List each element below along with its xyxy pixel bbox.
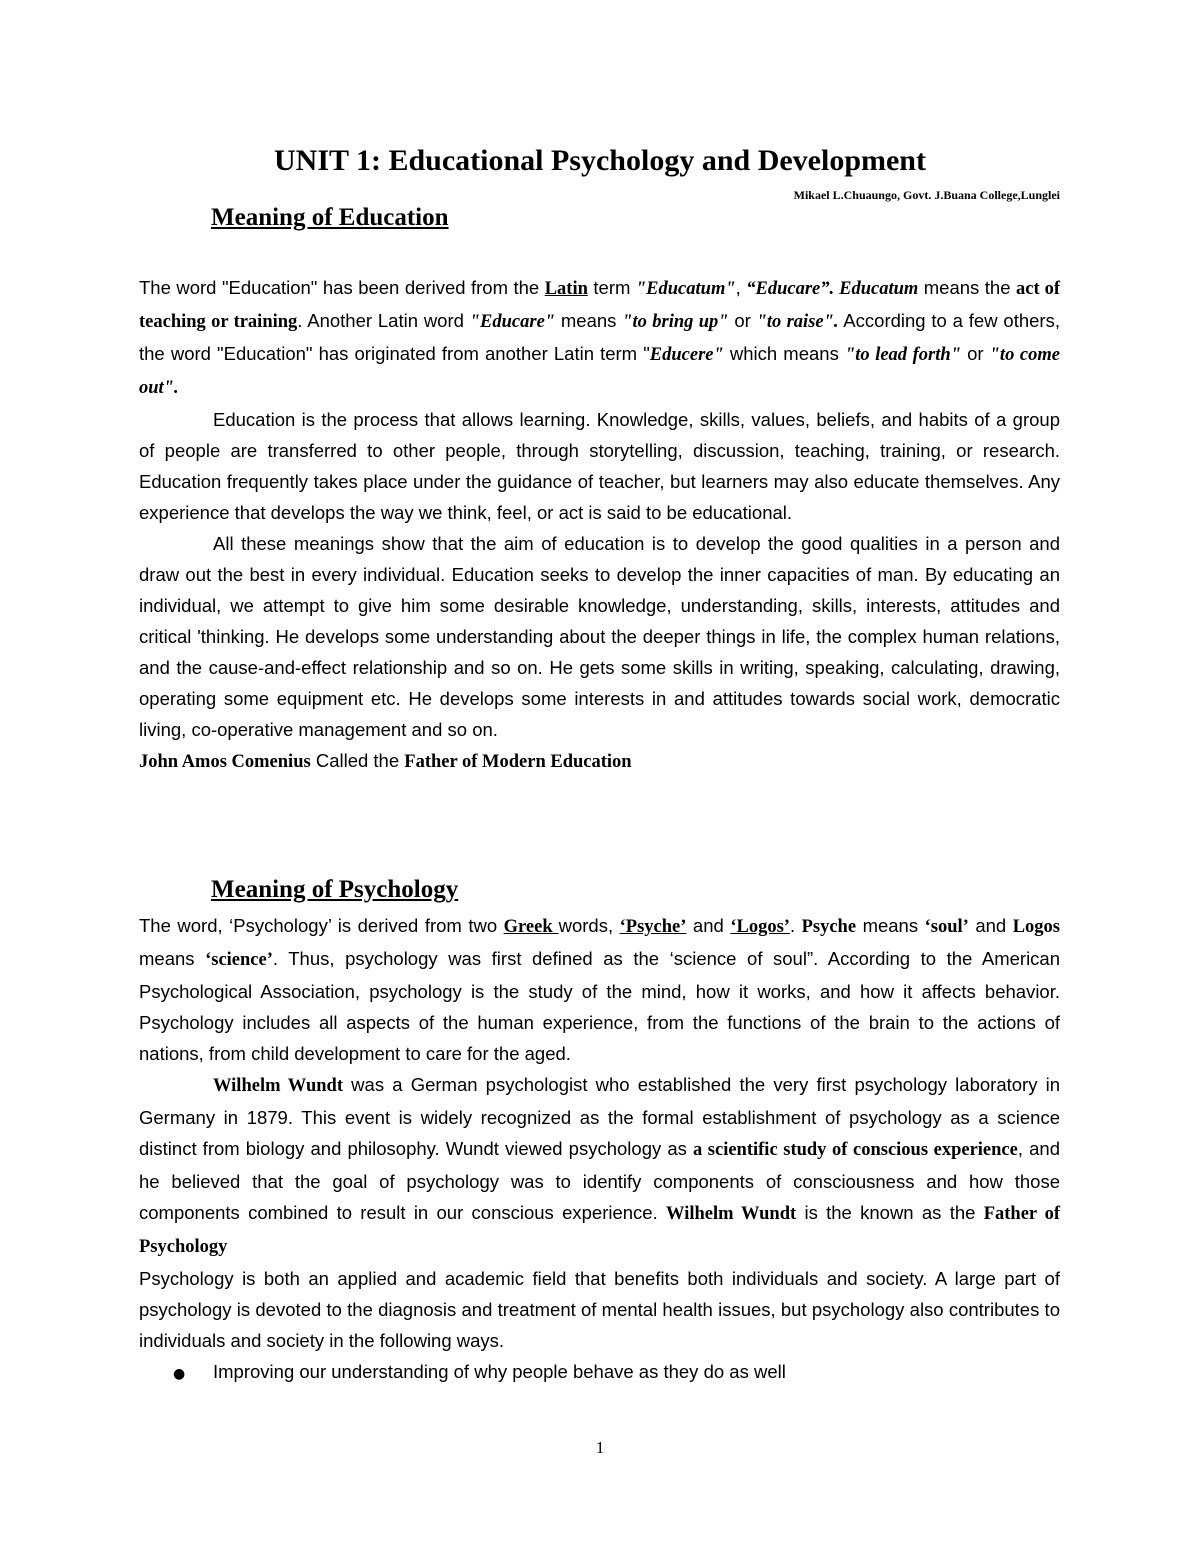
education-paragraph-1: The word "Education" has been derived from the Latin term "Educatum", “Educare”. Educatum means the act of teaching or training. Another Latin word "Educare" means "to bring up" or "to raise". According to a few others, the word "Education" has originated from another Latin term "Educere" which means "to lead forth" or "to come out". bbox=[139, 277, 1061, 398]
education-paragraph-3: All these meanings show that the aim of education is to develop the good qualities in a person and draw out the best in every individual. Education seeks to develop the inner capacities of man. By educating an individual, we attempt to give him some desirable knowledge, understanding, skills, interests, attitudes and critical 'thinking. He develops some understanding about the deeper things in life, the complex human relations, and the cause-and-effect relationship and so on. He gets some skills in writing, speaking, calculating, drawing, operating some equipment etc. He develops some interests in and attitudes towards social work, democratic living, co-operative management and so on. bbox=[139, 533, 1060, 740]
psychology-section-body bbox=[139, 910, 1060, 1390]
bullet-icon: ● bbox=[173, 1366, 186, 1382]
page-number: 1 bbox=[595, 1438, 605, 1457]
education-paragraph-4: John Amos Comenius Called the Father of Modern Education bbox=[139, 750, 632, 772]
author-line: Mikael L.Chuaungo, Govt. J.Buana College,Lunglei bbox=[793, 188, 1060, 202]
psychology-paragraph-2: Wilhelm Wundt was a German psychologist who established the very first psychology laboratory in Germany in 1879. This event is widely recognized as the formal establishment of psychology as a science distinct from biology and philosophy. Wundt viewed psychology as a scientific study of conscious experience, and he believed that the goal of psychology was to identify components of consciousness and how those components combined to result in our conscious experience. Wilhelm Wundt is the known as the Father of Psychology bbox=[139, 1074, 1061, 1257]
page-title: UNIT 1: Educational Psychology and Development bbox=[273, 144, 926, 177]
list-item-text: Improving our understanding of why people behave as they do as well bbox=[213, 1361, 786, 1382]
education-section-body bbox=[139, 272, 1060, 778]
section-heading-psychology: Meaning of Psychology bbox=[211, 876, 459, 903]
section-heading-education: Meaning of Education bbox=[211, 204, 449, 231]
psychology-paragraph-1: The word, ‘Psychology’ is derived from two Greek words, ‘Psyche’ and ‘Logos’. Psyche means ‘soul’ and Logos means ‘science’. Thus, psychology was first defined as the ‘science of soul”. According to the American Psychological Association, psychology is the study of the mind, how it works, and how it affects behavior. Psychology includes all aspects of the human experience, from the functions of the brain to the actions of nations, from child development to care for the aged. bbox=[139, 915, 1061, 1064]
education-paragraph-2: Education is the process that allows learning. Knowledge, skills, values, beliefs, and habits of a group of people are transferred to other people, through storytelling, discussion, teaching, training, or research. Education frequently takes place under the guidance of teacher, but learners may also educate themselves. Any experience that develops the way we think, feel, or act is said to be educational. bbox=[139, 409, 1060, 523]
list-item bbox=[139, 1356, 1060, 1390]
psychology-paragraph-3: Psychology is both an applied and academic field that benefits both individuals and society. A large part of psychology is devoted to the diagnosis and treatment of mental health issues, but psychology also contributes to individuals and society in the following ways. bbox=[139, 1268, 1060, 1351]
